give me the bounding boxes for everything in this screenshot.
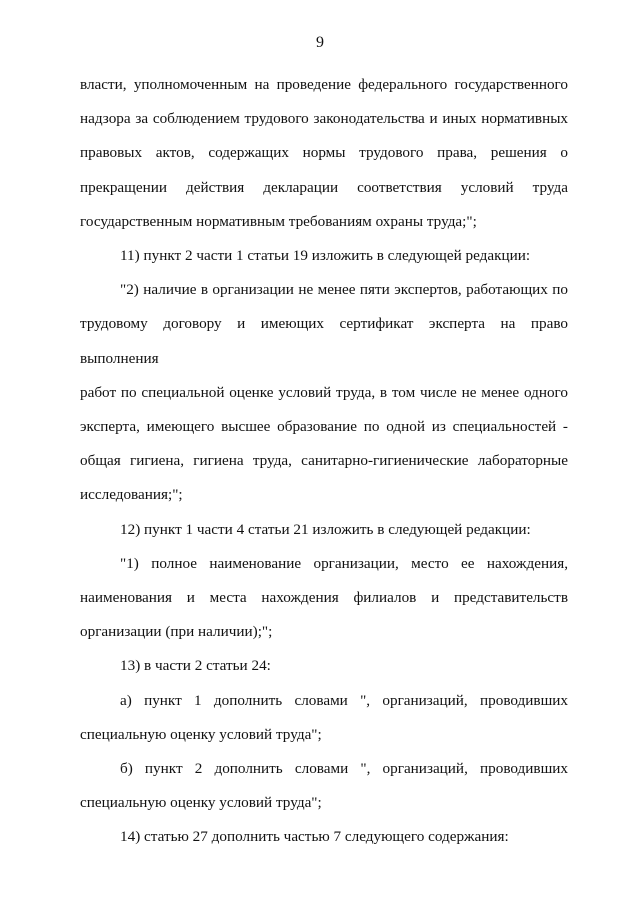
text-line: трудовому договору и имеющих сертификат эксперта на право выполнения xyxy=(80,315,568,367)
text-line: 14) статью 27 дополнить частью 7 следующего содержания: xyxy=(120,828,509,846)
text-line: правовых актов, содержащих нормы трудового права, решения о xyxy=(80,144,568,162)
text-line: прекращении действия декларации соответствия условий труда xyxy=(80,178,568,196)
text-line: 13) в части 2 статьи 24: xyxy=(120,657,271,675)
paragraph-quote-2 xyxy=(80,273,568,512)
document-body xyxy=(80,68,568,855)
text-line: государственным нормативным требованиям охраны труда;"; xyxy=(80,212,477,230)
text-line: "1) полное наименование организации, место ее нахождения, xyxy=(120,554,568,572)
text-line: работ по специальной оценке условий труда, в том числе не менее одного xyxy=(80,383,568,401)
text-line: организации (при наличии);"; xyxy=(80,623,273,641)
text-line: 12) пункт 1 части 4 статьи 21 изложить в следующей редакции: xyxy=(120,520,531,538)
paragraph-quote-1 xyxy=(80,547,568,650)
page-number: 9 xyxy=(316,34,324,51)
paragraph-continuation xyxy=(80,68,568,239)
text-line: "2) наличие в организации не менее пяти экспертов, работающих по xyxy=(120,281,568,299)
paragraph-item-11 xyxy=(80,239,568,273)
text-line: эксперта, имеющего высшее образование по одной из специальностей - xyxy=(80,418,568,436)
paragraph-item-13 xyxy=(80,649,568,683)
paragraph-subitem-b xyxy=(80,752,568,820)
text-line: власти, уполномоченным на проведение федерального государственного xyxy=(80,76,568,93)
text-line: специальную оценку условий труда"; xyxy=(80,794,322,812)
text-line: специальную оценку условий труда"; xyxy=(80,725,322,743)
text-line: надзора за соблюдением трудового законодательства и иных нормативных xyxy=(80,110,568,128)
text-line: исследования;"; xyxy=(80,486,183,504)
text-line: 11) пункт 2 части 1 статьи 19 изложить в следующей редакции: xyxy=(120,247,531,265)
paragraph-item-14 xyxy=(80,820,568,854)
text-line: наименования и места нахождения филиалов и представительств xyxy=(80,589,568,607)
paragraph-item-12 xyxy=(80,513,568,547)
paragraph-subitem-a xyxy=(80,684,568,752)
text-line: б) пункт 2 дополнить словами ", организаций, проводивших xyxy=(120,760,568,778)
text-line: общая гигиена, гигиена труда, санитарно-гигиенические лабораторные xyxy=(80,452,568,470)
text-line: а) пункт 1 дополнить словами ", организаций, проводивших xyxy=(120,691,568,709)
